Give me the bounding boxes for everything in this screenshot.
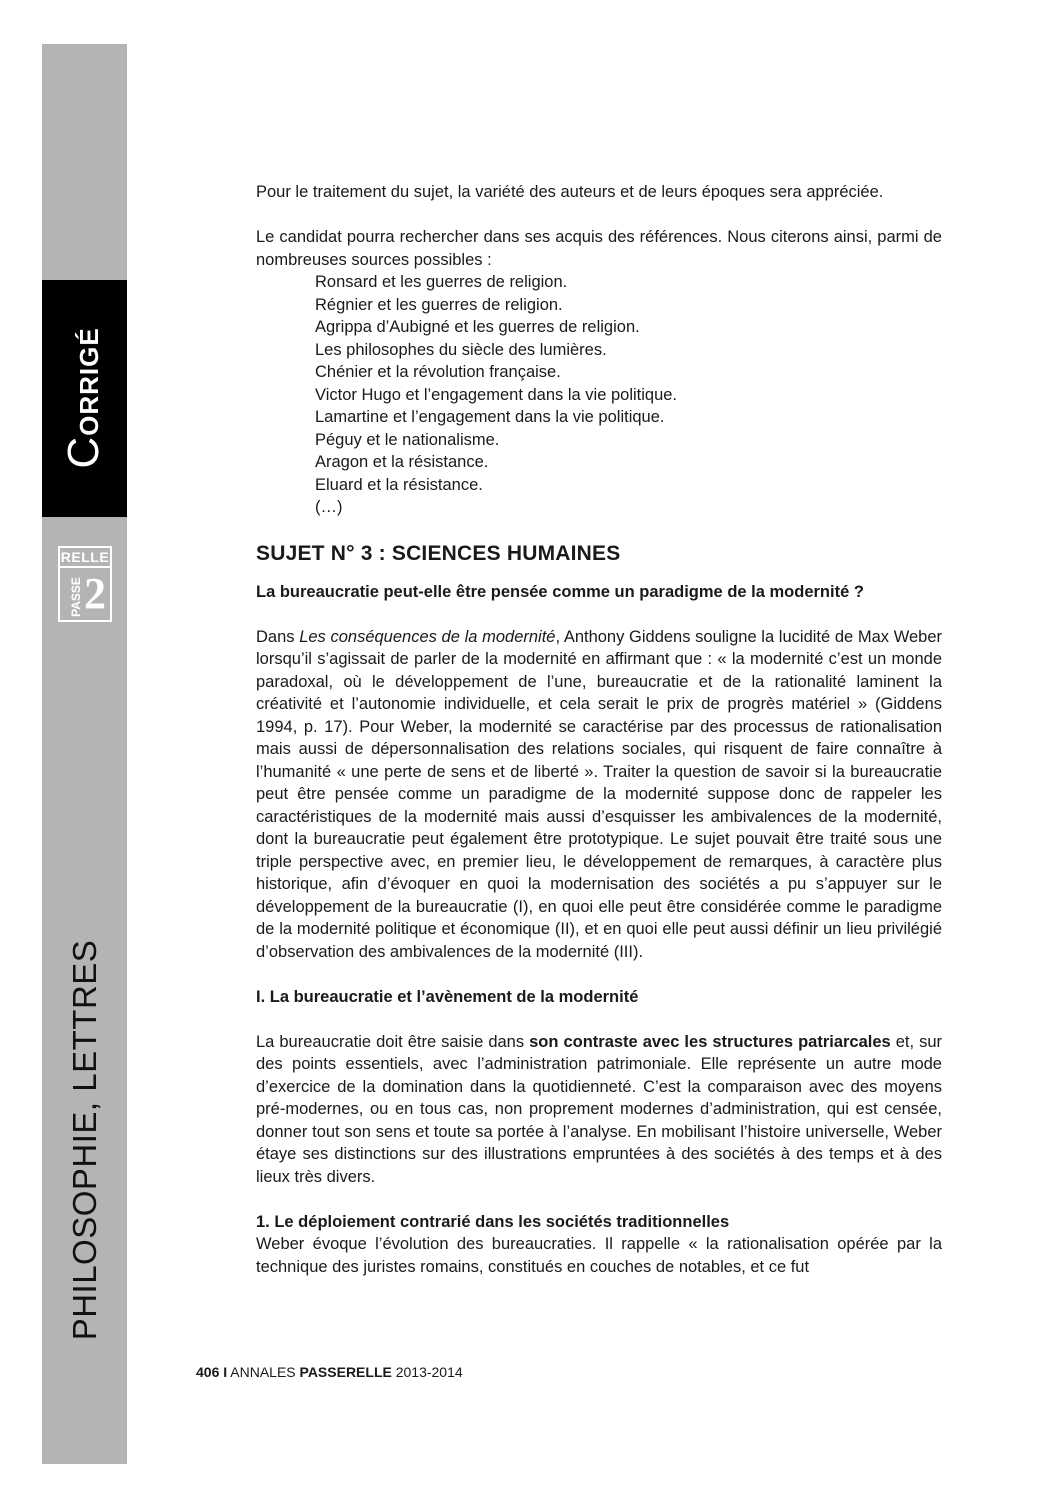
list-item: Régnier et les guerres de religion. xyxy=(315,295,563,314)
list-item: Victor Hugo et l’engagement dans la vie politique. xyxy=(315,385,678,404)
emphasis: son contraste avec les structures patriarcales xyxy=(529,1032,891,1051)
sujet-title: SUJET N° 3 : SCIENCES HUMAINES xyxy=(256,541,621,565)
list-item: Péguy et le nationalisme. xyxy=(315,430,500,449)
logo-number: 2 xyxy=(84,569,106,618)
list-item: Ronsard et les guerres de religion. xyxy=(315,273,568,291)
reference-list xyxy=(256,271,942,519)
paragraph-subsection: Weber évoque l’évolution des bureaucraties. Il rappelle « la rationalisation opérée par la technique des juristes romains, constitués en couches de notables, et ce fut xyxy=(256,1235,942,1276)
list-item: Agrippa d’Aubigné et les guerres de religion. xyxy=(315,318,640,336)
question-heading: La bureaucratie peut-elle être pensée comme un paradigme de la modernité ? xyxy=(256,582,864,601)
list-item: Chénier et la révolution française. xyxy=(315,363,561,381)
page-content xyxy=(256,181,942,1278)
section-title: PHILOSOPHIE, LETTRES xyxy=(66,939,103,1341)
list-item: Lamartine et l’engagement dans la vie politique. xyxy=(315,408,665,426)
footer-annales: ANNALES xyxy=(230,1364,296,1380)
logo-top-text: RELLE xyxy=(60,548,110,568)
subsection-heading: 1. Le déploiement contrarié dans les sociétés traditionnelles xyxy=(256,1212,730,1231)
passerelle-logo xyxy=(58,546,112,622)
introduction-paragraph: Dans Les conséquences de la modernité, Anthony Giddens souligne la lucidité de Max Weber lorsqu’il s’agissait de parler de la modernité en affirmant que : « la modernité c’est un monde paradoxal, où le développement de l’une, bureaucratie et de la rationalité laminent la créativité et l’autonomie individuelle, et cela serait le prix de progrès matériel » (Giddens 1994, p. 17). Pour Weber, la modernité se caractérise par des processus de rationalisation mais aussi de dépersonnalisation des relations sociales, qui risquent de faire connaître à l’humanité « une perte de sens et de liberté ». Traiter la question de savoir si la bureaucratie peut être pensée comme un paradigme de la modernité suppose donc de rappeler les caractéristiques de la modernité mais aussi d’esquisser les ambivalences de la modernité, dont la bureaucratie peut également être prototypique. Le sujet pouvait être traité sous une triple perspective avec, en premier lieu, le développement de remarques, à caractère plus historique, afin d’évoquer en quoi la modernisation des sociétés a pu s’appuyer sur le développement de la bureaucratie (I), en quoi elle peut être considérée comme le paradigme de la modernité politique et économique (II), et en quoi elle peut aussi définir un lieu privilégié d’observation des ambivalences de la modernité (III). xyxy=(256,627,943,961)
list-item: Aragon et la résistance. xyxy=(315,453,489,471)
footer-brand: PASSERELLE xyxy=(299,1364,392,1380)
logo-side-text: PASSE xyxy=(69,577,83,617)
list-item: Les philosophes du siècle des lumières. xyxy=(315,340,607,359)
part-heading: I. La bureaucratie et l’avènement de la modernité xyxy=(256,987,639,1006)
list-item: (…) xyxy=(315,498,343,516)
page-footer xyxy=(196,1363,463,1381)
paragraph-intro-1: Pour le traitement du sujet, la variété des auteurs et de leurs époques sera appréciée. xyxy=(256,183,884,201)
paragraph-part-1: La bureaucratie doit être saisie dans son contraste avec les structures patriarcales et, sur des points essentiels, avec l’administration patrimoniale. Elle représente un autre mode d’exercice de la domination dans la quotidienneté. C’est la comparaison avec des moyens pré-modernes, ou en tous cas, non proprement modernes d’administration, qui est censée, donner tout son sens et toute sa portée à l’analyse. En mobilisant l’histoire universelle, Weber étaye ses distinctions sur des illustrations empruntées à des sociétés à des temps et à des lieux très divers. xyxy=(256,1032,942,1186)
page-number: 406 I xyxy=(196,1364,228,1380)
footer-years: 2013-2014 xyxy=(395,1364,463,1380)
corrige-label: CORRIGÉ xyxy=(59,327,108,469)
paragraph-intro-2: Le candidat pourra rechercher dans ses acquis des références. Nous citerons ainsi, parmi de nombreuses sources possibles : xyxy=(256,228,942,269)
book-title: Les conséquences de la modernité xyxy=(299,627,556,646)
list-item: Eluard et la résistance. xyxy=(315,475,483,494)
